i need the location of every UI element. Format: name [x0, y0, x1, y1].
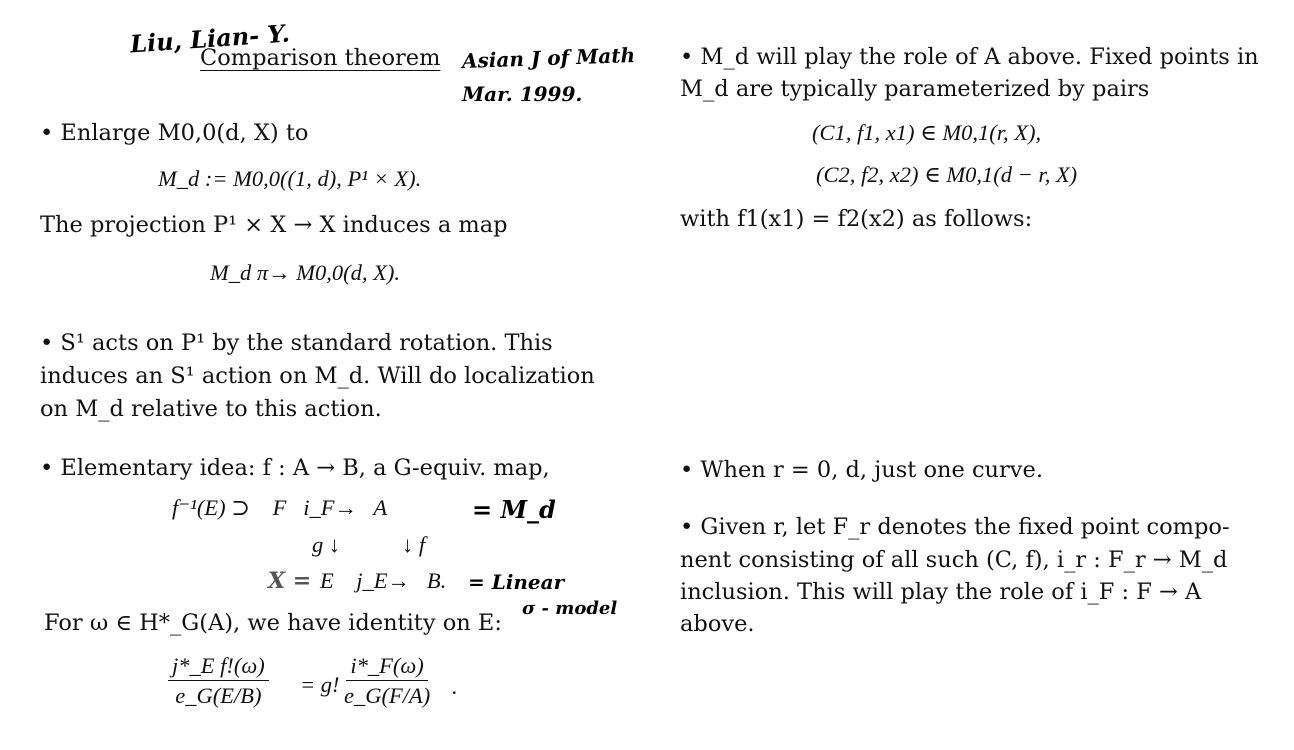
role-line-2: M_d are typically parameterized by pairs — [680, 76, 1150, 102]
formula-right-fraction — [340, 652, 434, 710]
given-line-1: • Given r, let F_r denotes the fixed point compo- — [680, 514, 1230, 540]
with-condition-line: with f1(x1) = f2(x2) as follows: — [680, 206, 1033, 232]
diagram-row-3: E j_E→ B. — [320, 568, 447, 593]
handwritten-linear-note: = Linear — [468, 570, 565, 594]
formula-equals: = g! — [300, 672, 340, 697]
elementary-idea-text: • Elementary idea: f : A → B, a G-equiv. map, — [40, 455, 550, 481]
diagram-row-2: g ↓ ↓ f — [312, 532, 426, 557]
handwritten-sigma-model-note: σ - model — [522, 598, 618, 619]
handwritten-md-note: = M_d — [472, 495, 556, 524]
formula-left-numerator: j*_E f!(ω) — [168, 652, 269, 681]
handwritten-x-note: X = — [268, 568, 312, 594]
when-line: • When r = 0, d, just one curve. — [680, 457, 1043, 483]
formula-left-fraction — [168, 652, 269, 710]
handwritten-date-note: Mar. 1999. — [462, 82, 583, 106]
projection-text: The projection P¹ × X → X induces a map — [40, 212, 508, 238]
diagram-row-1: f⁻¹(E) ⊃ F i_F→ A — [172, 495, 388, 520]
formula-period: . — [452, 674, 458, 699]
fixed-point-pair-2: (C2, f2, x2) ∈ M0,1(d − r, X) — [816, 162, 1078, 187]
slide-title: Comparison theorem — [200, 45, 441, 71]
enlarge-text: • Enlarge M0,0(d, X) to — [40, 120, 309, 146]
role-line-1: • M_d will play the role of A above. Fixed points in — [680, 44, 1259, 70]
given-line-3: inclusion. This will play the role of i_F : F → A — [680, 579, 1202, 605]
md-definition: M_d := M0,0((1, d), P¹ × X). — [158, 166, 422, 191]
given-line-4: above. — [680, 611, 755, 637]
fixed-point-pair-1: (C1, f1, x1) ∈ M0,1(r, X), — [812, 120, 1042, 145]
formula-right-denominator: e_G(F/A) — [344, 683, 431, 709]
map-line: M_d π→ M0,0(d, X). — [210, 260, 400, 285]
formula-left-denominator: e_G(E/B) — [175, 683, 262, 709]
action-line-3: on M_d relative to this action. — [40, 396, 382, 422]
identity-text: For ω ∈ H*_G(A), we have identity on E: — [44, 610, 502, 636]
given-line-2: nent consisting of all such (C, f), i_r : F_r → M_d — [680, 547, 1228, 573]
action-line-2: induces an S¹ action on M_d. Will do localization — [40, 363, 595, 389]
handwritten-author-note: Liu, Lian- Y. — [129, 18, 291, 59]
handwritten-journal-note: Asian J of Math — [461, 42, 636, 74]
formula-right-numerator: i*_F(ω) — [346, 652, 427, 681]
action-line-1: • S¹ acts on P¹ by the standard rotation. This — [40, 330, 553, 356]
